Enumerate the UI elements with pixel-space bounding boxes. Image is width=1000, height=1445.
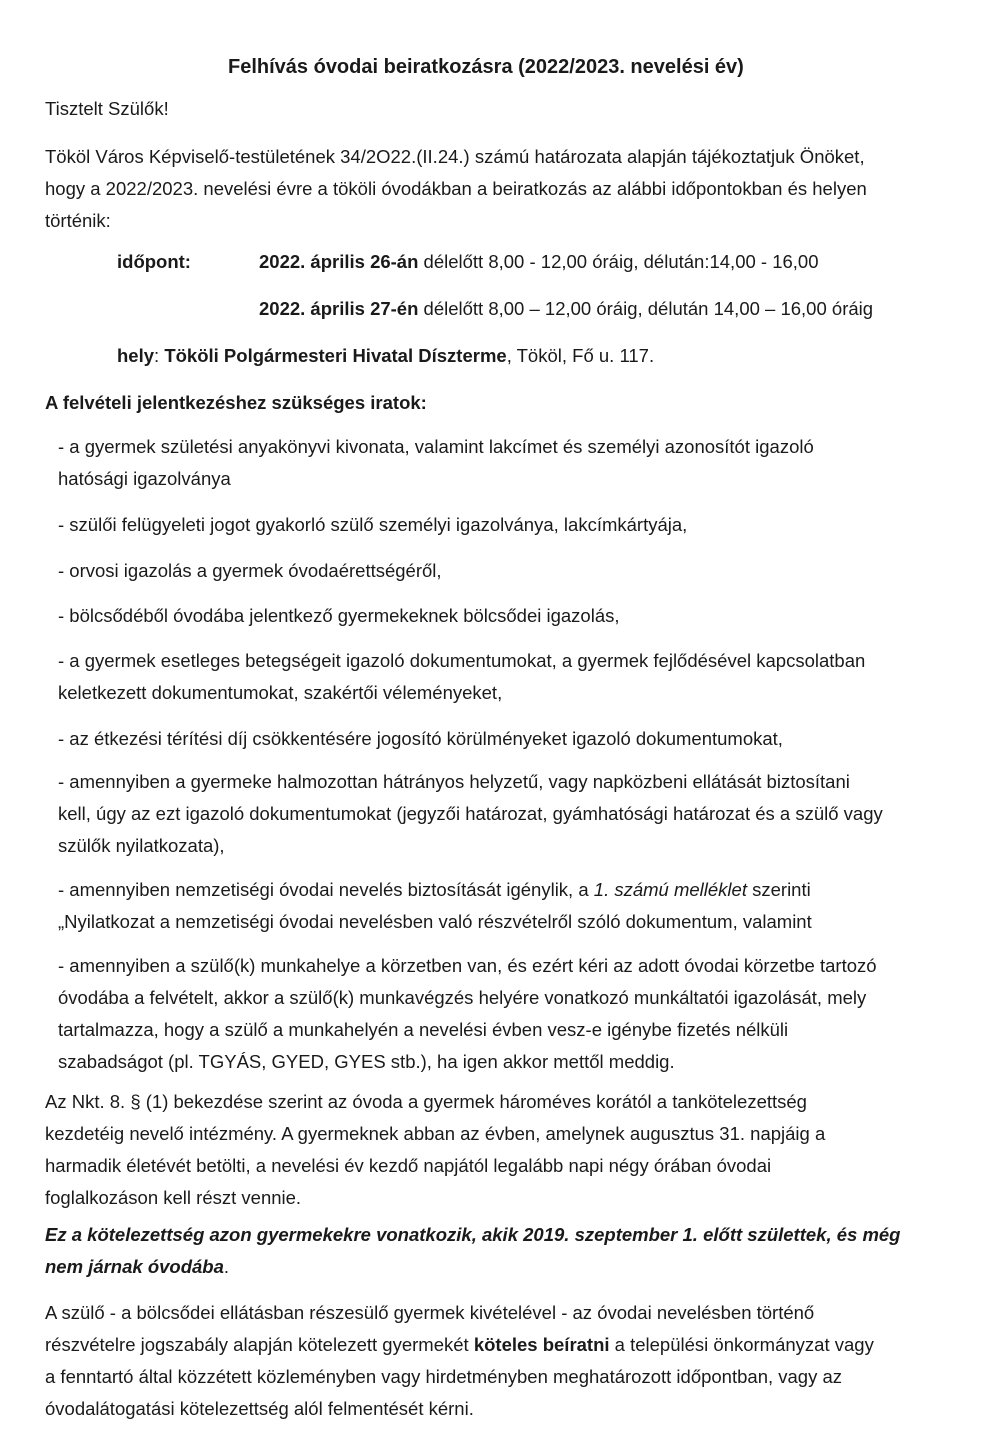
- intro-line: történik:: [45, 210, 111, 231]
- place-line: [117, 340, 654, 372]
- list-item: - az étkezési térítési díj csökkentésére jogosító körülményeket igazoló dokumentumokat,: [58, 728, 783, 749]
- paragraph-line: harmadik életévét betölti, a nevelési év kezdő napjától legalább napi négy órában óvodai: [45, 1155, 772, 1176]
- list-item-line: szabadságot (pl. TGYÁS, GYED, GYES stb.), ha igen akkor mettől meddig.: [58, 1051, 675, 1072]
- obligation-paragraph: [45, 1219, 900, 1283]
- place-label: hely: [117, 345, 155, 366]
- docs-heading: A felvételi jelentkezéshez szükséges iratok:: [45, 392, 427, 413]
- list-item-line: keletkezett dokumentumokat, szakértői véleményeket,: [58, 682, 503, 703]
- list-item-text: - amennyiben nemzetiségi óvodai nevelés biztosítását igénylik, a: [58, 879, 594, 900]
- intro-line: Tököl Város Képviselő-testületének 34/2O22.(II.24.) számú határozata alapján tájékoztatjuk Önöket,: [45, 146, 865, 167]
- list-item: - bölcsődéből óvodába jelentkező gyermekeknek bölcsődei igazolás,: [58, 605, 620, 626]
- nkt-paragraph: [45, 1086, 825, 1214]
- list-item-line: - amennyiben a szülő(k) munkahelye a körzetben van, és ezért kéri az adott óvodai körzetbe tartozó: [58, 955, 877, 976]
- paragraph-line: foglalkozáson kell részt vennie.: [45, 1187, 302, 1208]
- place-address: , Tököl, Fő u. 117.: [506, 345, 655, 366]
- paragraph-line: Az Nkt. 8. § (1) bekezdése szerint az óvoda a gyermek hároméves korától a tankötelezettség: [45, 1091, 807, 1112]
- list-item-line: [58, 874, 812, 906]
- list-item-line: kell, úgy az ezt igazoló dokumentumokat (jegyzői határozat, gyámhatósági határozat és a szülő vagy: [58, 803, 883, 824]
- list-item: - orvosi igazolás a gyermek óvodaérettségéről,: [58, 560, 442, 581]
- paragraph-line: a fenntartó által közzétett közleményben vagy hirdetményben meghatározott időpontban, vagy az: [45, 1366, 843, 1387]
- paragraph-text: .: [223, 1256, 230, 1277]
- schedule-time-1: délelőtt 8,00 - 12,00 óráig, délután:14,00 - 16,00: [418, 251, 819, 272]
- schedule-time-2: délelőtt 8,00 – 12,00 óráig, délután 14,00 – 16,00 óráig: [418, 298, 874, 319]
- list-item: [58, 874, 812, 938]
- final-paragraph: [45, 1297, 874, 1425]
- list-item-line: tartalmazza, hogy a szülő a munkahelyén a nevelési évben vesz-e igénybe fizetés nélküli: [58, 1019, 789, 1040]
- paragraph-line: óvodalátogatási kötelezettség alól felmentését kérni.: [45, 1398, 474, 1419]
- list-item-line: - a gyermek születési anyakönyvi kivonata, valamint lakcímet és személyi azonosítót igazoló: [58, 436, 814, 457]
- paragraph-line: Ez a kötelezettség azon gyermekekre vonatkozik, akik 2019. szeptember 1. előtt születtek, és még: [45, 1224, 901, 1245]
- list-item-line: - amennyiben a gyermeke halmozottan hátrányos helyzetű, vagy napközbeni ellátását biztosítani: [58, 771, 850, 792]
- annex-reference: 1. számú melléklet: [593, 879, 747, 900]
- place-colon: :: [154, 345, 165, 366]
- schedule-date-1: 2022. április 26-án: [259, 251, 419, 272]
- list-item: [58, 950, 877, 1078]
- paragraph-line: [45, 1251, 900, 1283]
- paragraph-text: a települési önkormányzat vagy: [609, 1334, 874, 1355]
- list-item: [58, 431, 814, 495]
- paragraph-text: nem járnak óvodába: [45, 1256, 224, 1277]
- list-item: - szülői felügyeleti jogot gyakorló szülő személyi igazolványa, lakcímkártyája,: [58, 514, 688, 535]
- paragraph-text: részvételre jogszabály alapján kötelezett gyermekét: [45, 1334, 474, 1355]
- list-item: [58, 645, 865, 709]
- list-item-line: szülők nyilatkozata),: [58, 835, 225, 856]
- list-item-line: „Nyilatkozat a nemzetiségi óvodai nevelésben való részvételről szóló dokumentum, valamint: [58, 911, 812, 932]
- schedule-row-1: [117, 246, 819, 278]
- salutation: Tisztelt Szülők!: [45, 98, 169, 119]
- schedule-label: időpont:: [117, 251, 191, 272]
- schedule-date-2: 2022. április 27-én: [259, 298, 419, 319]
- list-item: [58, 766, 883, 862]
- paragraph-line: A szülő - a bölcsődei ellátásban részesülő gyermek kivételével - az óvodai nevelésben történő: [45, 1302, 815, 1323]
- document-title: Felhívás óvodai beiratkozásra (2022/2023. nevelési év): [228, 56, 744, 78]
- intro-paragraph: [45, 141, 867, 237]
- paragraph-line: kezdetéig nevelő intézmény. A gyermeknek abban az évben, amelynek augusztus 31. napjáig a: [45, 1123, 826, 1144]
- list-item-line: hatósági igazolványa: [58, 468, 231, 489]
- schedule-row-2: [259, 293, 873, 325]
- paragraph-line: [45, 1329, 874, 1361]
- intro-line: hogy a 2022/2023. nevelési évre a tököli óvodákban a beiratkozás az alábbi időpontokban és helyen: [45, 178, 867, 199]
- place-name: Tököli Polgármesteri Hivatal Díszterme: [164, 345, 507, 366]
- emphasis-text: köteles beíratni: [473, 1334, 610, 1355]
- list-item-line: - a gyermek esetleges betegségeit igazoló dokumentumokat, a gyermek fejlődésével kapcsolatban: [58, 650, 866, 671]
- list-item-line: óvodába a felvételt, akkor a szülő(k) munkavégzés helyére vonatkozó munkáltatói igazolását, mely: [58, 987, 867, 1008]
- list-item-text: szerinti: [746, 879, 811, 900]
